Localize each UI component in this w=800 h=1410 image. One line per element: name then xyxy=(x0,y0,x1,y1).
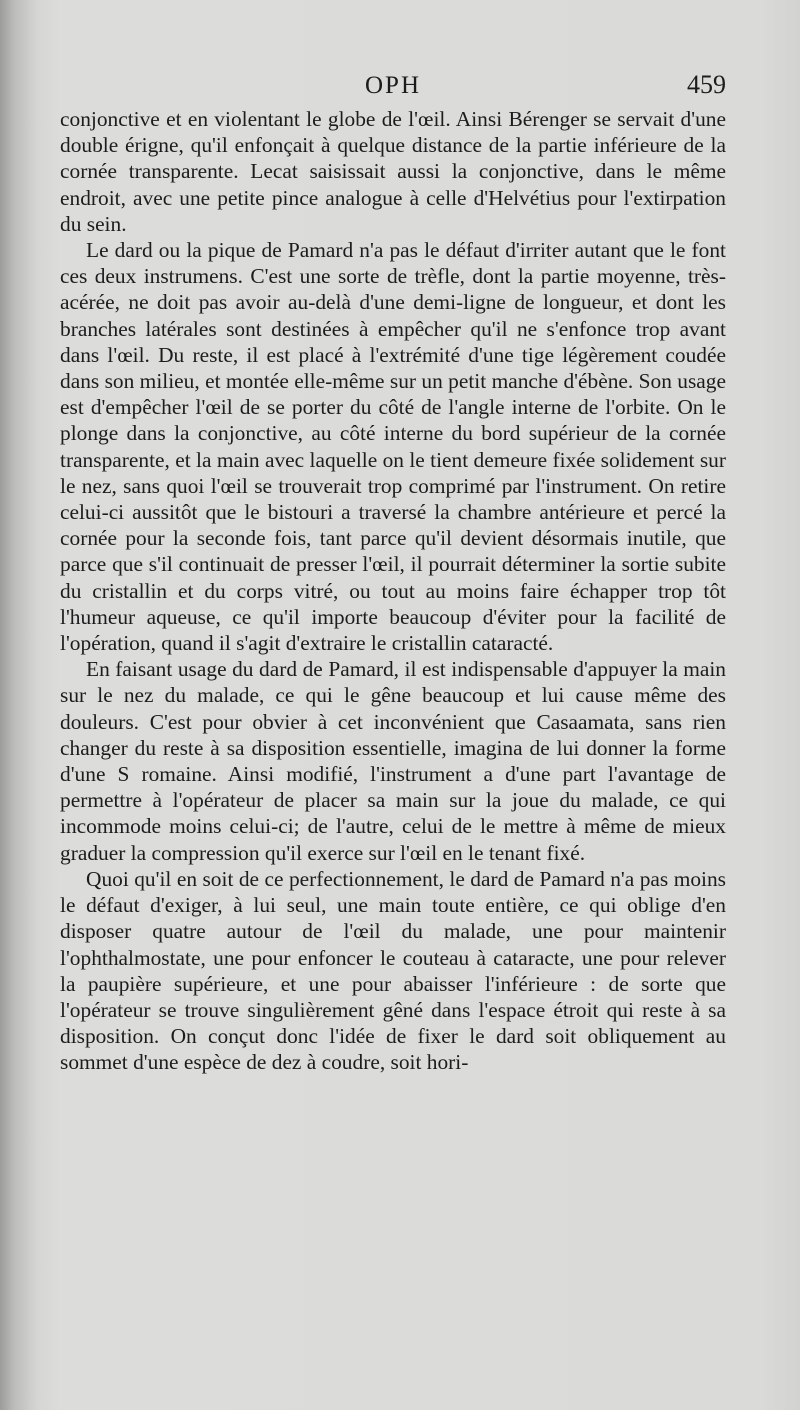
paragraph-4: Quoi qu'il en soit de ce perfectionnement, le dard de Pamard n'a pas moins le défaut d'exiger, à lui seul, une main toute entière, ce qui oblige d'en disposer quatre autour de l'œil du malade, une pour maintenir l'ophthalmostate, une pour enfoncer le couteau à cataracte, une pour relever la paupière supérieure, et une pour abaisser l'inférieure : de sorte que l'opérateur se trouve singulièrement gêné dans l'espace étroit qui reste à sa disposition. On conçut donc l'idée de fixer le dard soit obliquement au sommet d'une espèce de dez à coudre, soit hori- xyxy=(60,866,726,1075)
page-number: 459 xyxy=(687,70,726,99)
page-header xyxy=(60,70,726,106)
body-text xyxy=(60,106,726,1076)
running-head: OPH xyxy=(364,72,421,99)
paragraph-3: En faisant usage du dard de Pamard, il est indispensable d'appuyer la main sur le nez du malade, ce qui le gêne beaucoup et lui cause même des douleurs. C'est pour obvier à cet inconvénient que Casaamata, sans rien changer du reste à sa disposition essentielle, imagina de lui donner la forme d'une S romaine. Ainsi modifié, l'instrument a d'une part l'avantage de permettre à l'opérateur de placer sa main sur la joue du malade, ce qui incommode moins celui-ci; de l'autre, celui de le mettre à même de mieux graduer la compression qu'il exerce sur l'œil en le tenant fixé. xyxy=(60,657,726,865)
paragraph-2: Le dard ou la pique de Pamard n'a pas le défaut d'irriter autant que le font ces deux instrumens. C'est une sorte de trèfle, dont la partie moyenne, très-acérée, ne doit pas avoir au-delà d'une demi-ligne de longueur, et dont les branches latérales sont destinées à empêcher qu'il ne s'enfonce trop avant dans l'œil. Du reste, il est placé à l'extrémité d'une tige légèrement coudée dans son milieu, et montée elle-même sur un petit manche d'ébène. Son usage est d'empêcher l'œil de se porter du côté de l'angle interne de l'orbite. On le plonge dans la conjonctive, au côté interne du bord supérieur de la cornée transparente, et la main avec laquelle on le tient demeure fixée solidement sur le nez, sans quoi l'œil se trouverait trop comprimé par l'instrument. On retire celui-ci aussitôt que le bistouri a traversé la chambre antérieure et percé la cornée pour la seconde fois, tant parce qu'il devient désormais inutile, que parce que s'il continuait de presser l'œil, il pourrait déterminer la sortie subite du cristallin et du corps vitré, ou tout au moins faire échapper trop tôt l'humeur aqueuse, ce qu'il importe beaucoup d'éviter pour la facilité de l'opération, quand il s'agit d'extraire le cristallin cataracté. xyxy=(60,238,726,656)
paragraph-1: conjonctive et en violentant le globe de l'œil. Ainsi Bérenger se servait d'une double érigne, qu'il enfonçait à quelque distance de la partie inférieure de la cornée transparente. Lecat saisissait aussi la conjonctive, dans le même endroit, avec une petite pince analogue à celle d'Helvétius pour l'extirpation du sein. xyxy=(60,107,726,236)
